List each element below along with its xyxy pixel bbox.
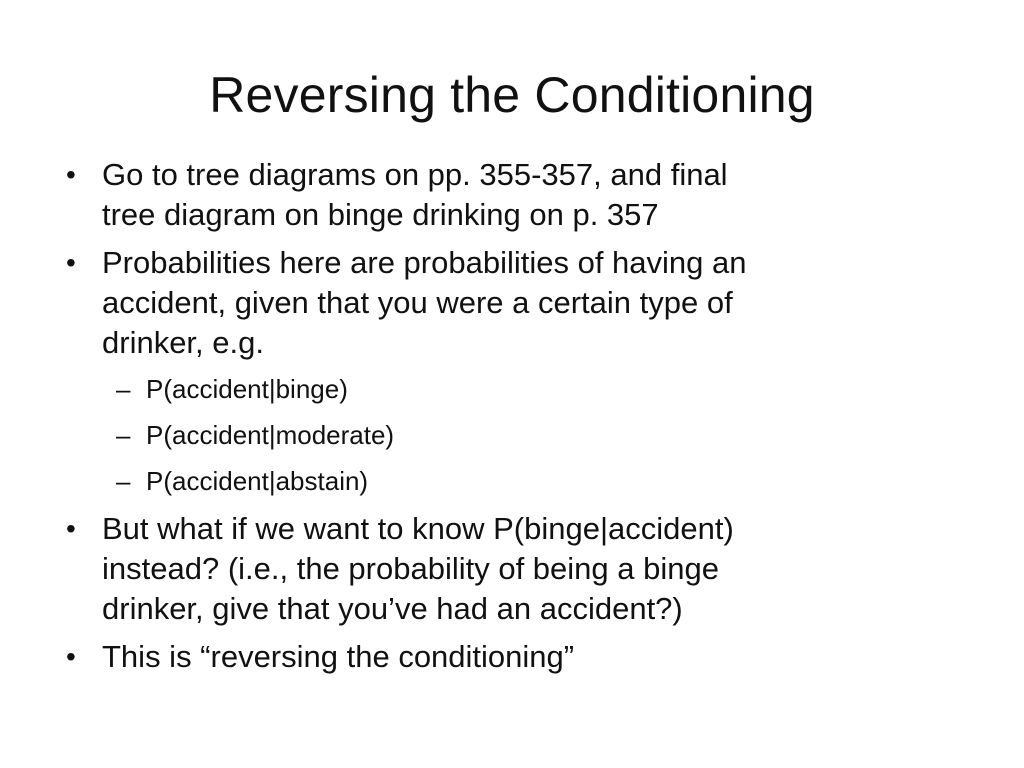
- sub-bullet-text: P(accident|abstain): [146, 466, 369, 496]
- bullet-line: tree diagram on binge drinking on p. 357: [102, 197, 659, 232]
- sub-bullet-list: [116, 371, 960, 499]
- bullet-list: [60, 155, 960, 677]
- bullet-line: But what if we want to know P(binge|accident): [102, 511, 734, 546]
- bullet-item: [60, 155, 960, 235]
- dash-icon: –: [116, 374, 131, 404]
- dash-icon: –: [116, 466, 131, 496]
- bullet-line: accident, given that you were a certain type of: [102, 285, 733, 320]
- sub-bullet-item: [116, 417, 960, 453]
- sub-bullet-item: [116, 463, 960, 499]
- bullet-dot-icon: •: [66, 513, 76, 544]
- sub-bullet-text: P(accident|binge): [146, 374, 348, 404]
- sub-bullet-text: P(accident|moderate): [146, 420, 395, 450]
- bullet-item: [60, 637, 960, 677]
- bullet-item: [60, 243, 960, 363]
- sub-bullet-item: [116, 371, 960, 407]
- bullet-item: [60, 509, 960, 629]
- bullet-dot-icon: •: [66, 247, 76, 278]
- dash-icon: –: [116, 420, 131, 450]
- bullet-line: drinker, e.g.: [102, 325, 264, 360]
- bullet-dot-icon: •: [66, 641, 76, 672]
- bullet-line: Go to tree diagrams on pp. 355-357, and final: [102, 157, 728, 192]
- bullet-line: instead? (i.e., the probability of being a binge: [102, 551, 719, 586]
- bullet-line: Probabilities here are probabilities of having an: [102, 245, 747, 280]
- bullet-line: This is “reversing the conditioning”: [102, 639, 575, 674]
- slide-title: Reversing the Conditioning: [209, 67, 815, 123]
- bullet-dot-icon: •: [66, 159, 76, 190]
- bullet-line: drinker, give that you’ve had an accident?): [102, 591, 683, 626]
